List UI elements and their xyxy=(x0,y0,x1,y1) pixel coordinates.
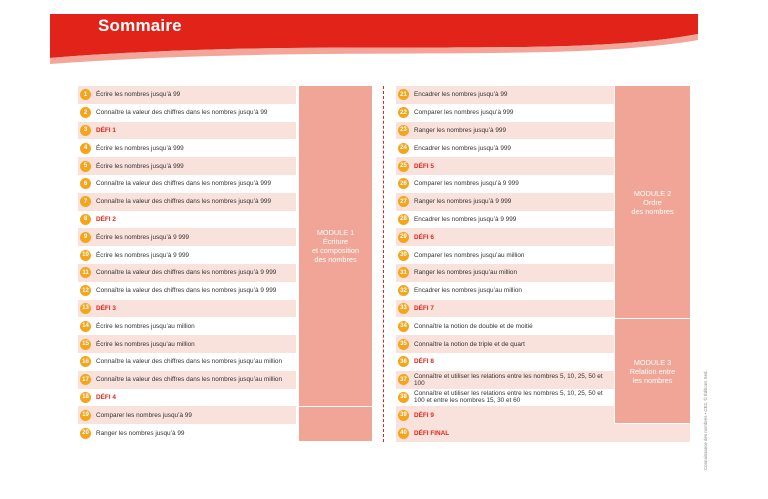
lesson-label: Encadrer les nombres jusqu’au million xyxy=(414,287,522,295)
lesson-number-badge: 20 xyxy=(80,428,91,439)
lesson-label: Ranger les nombres jusqu’à 99 xyxy=(96,429,185,437)
defi-row[interactable] xyxy=(396,424,690,442)
lesson-row[interactable] xyxy=(396,211,614,229)
lesson-number-badge: 28 xyxy=(398,214,409,225)
lesson-label: DÉFI 4 xyxy=(96,393,116,401)
lesson-label: Connaître et utiliser les relations entre les nombres 5, 10, 25, 50 et 100 et entre les nombres 15, 30 et 60 xyxy=(414,390,603,405)
lesson-number-badge: 24 xyxy=(398,143,409,154)
lesson-label: Ranger les nombres jusqu’à 999 xyxy=(414,126,507,134)
lesson-label: Écrire les nombres jusqu’au million xyxy=(96,322,195,330)
lesson-row[interactable] xyxy=(396,264,614,282)
lesson-label: Connaître et utiliser les relations entre les nombres 5, 10, 25, 50 et 100 xyxy=(414,372,603,387)
module-2-panel xyxy=(615,86,690,318)
left-rows xyxy=(78,86,296,442)
lesson-number-badge: 37 xyxy=(398,374,409,385)
lesson-number-badge: 34 xyxy=(398,321,409,332)
lesson-row[interactable] xyxy=(396,139,614,157)
lesson-number-badge: 16 xyxy=(80,356,91,367)
lesson-label: Connaître la valeur des chiffres dans les nombres jusqu’à 9 999 xyxy=(96,287,277,295)
lesson-number-badge: 32 xyxy=(398,285,409,296)
lesson-label: Ranger les nombres jusqu’à 9 999 xyxy=(414,198,512,206)
lesson-label: DÉFI 8 xyxy=(414,358,434,366)
lesson-number-badge: 22 xyxy=(398,107,409,118)
defi-row[interactable] xyxy=(78,211,296,229)
defi-row[interactable] xyxy=(396,228,614,246)
lesson-label: DÉFI 9 xyxy=(414,411,434,419)
lesson-row[interactable] xyxy=(78,335,296,353)
module-1-line2: Écriture xyxy=(322,237,349,246)
lesson-label: DÉFI 3 xyxy=(96,304,116,312)
defi-row[interactable] xyxy=(396,406,614,424)
lesson-row[interactable] xyxy=(78,157,296,175)
lesson-number-badge: 12 xyxy=(80,285,91,296)
lesson-number-badge: 27 xyxy=(398,196,409,207)
lesson-label: Connaître la notion de triple et de quart xyxy=(414,340,525,348)
lesson-number-badge: 14 xyxy=(80,321,91,332)
lesson-row[interactable] xyxy=(396,371,614,389)
lesson-row[interactable] xyxy=(396,282,614,300)
lesson-row[interactable] xyxy=(396,104,614,122)
lesson-row[interactable] xyxy=(78,175,296,193)
module-1-title: MODULE 1 xyxy=(316,228,355,237)
defi-row[interactable] xyxy=(396,157,614,175)
lesson-number-badge: 6 xyxy=(80,178,91,189)
lesson-row[interactable] xyxy=(396,193,614,211)
lesson-row[interactable] xyxy=(396,122,614,140)
lesson-label: Comparer les nombres jusqu’à 99 xyxy=(96,411,192,419)
lesson-row[interactable] xyxy=(78,193,296,211)
lesson-row[interactable] xyxy=(78,353,296,371)
module-3-line3: les nombres xyxy=(632,375,673,385)
lesson-label: Écrire les nombres jusqu’à 99 xyxy=(96,91,181,99)
lesson-number-badge: 29 xyxy=(398,232,409,243)
lesson-number-badge: 30 xyxy=(398,250,409,261)
column-divider xyxy=(383,86,384,442)
module-2-title: MODULE 2 xyxy=(633,188,672,198)
lesson-number-badge: 35 xyxy=(398,339,409,350)
lesson-row[interactable] xyxy=(396,246,614,264)
lesson-number-badge: 36 xyxy=(398,356,409,367)
lesson-number-badge: 8 xyxy=(80,214,91,225)
side-copyright: Connaissance des nombres • CE2, © Éditions Sed. xyxy=(703,370,708,470)
lesson-number-badge: 38 xyxy=(398,392,409,403)
lesson-label: Comparer les nombres jusqu’à 9 999 xyxy=(414,180,519,188)
lesson-number-badge: 19 xyxy=(80,410,91,421)
module-3-title: MODULE 3 xyxy=(633,357,672,367)
lesson-label: DÉFI 1 xyxy=(96,126,116,134)
lesson-label: Écrire les nombres jusqu’à 999 xyxy=(96,144,184,152)
lesson-label: Connaître la valeur des chiffres dans les nombres jusqu’à 999 xyxy=(96,180,272,188)
lesson-number-badge: 26 xyxy=(398,178,409,189)
lesson-row[interactable] xyxy=(396,175,614,193)
lesson-number-badge: 15 xyxy=(80,339,91,350)
lesson-number-badge: 13 xyxy=(80,303,91,314)
module-3-line2: Relation entre xyxy=(629,366,676,376)
lesson-number-badge: 1 xyxy=(80,89,91,100)
lesson-row[interactable] xyxy=(78,228,296,246)
lesson-row[interactable] xyxy=(78,246,296,264)
lesson-label: Encadrer les nombres jusqu’à 99 xyxy=(414,91,508,99)
lesson-label: Écrire les nombres jusqu’à 9 999 xyxy=(96,233,190,241)
lesson-number-badge: 2 xyxy=(80,107,91,118)
lesson-label: Comparer les nombres jusqu’au million xyxy=(414,251,525,259)
lesson-row[interactable] xyxy=(78,86,296,104)
lesson-number-badge: 25 xyxy=(398,161,409,172)
lesson-label: Connaître la valeur des chiffres dans les nombres jusqu’au million xyxy=(96,358,283,366)
lesson-row[interactable] xyxy=(78,139,296,157)
module-1-panel xyxy=(299,86,372,406)
lesson-number-badge: 33 xyxy=(398,303,409,314)
lesson-label: Écrire les nombres jusqu’à 999 xyxy=(96,162,184,170)
page-title: Sommaire xyxy=(98,16,182,35)
defi-row[interactable] xyxy=(78,122,296,140)
module-2-line3: des nombres xyxy=(631,206,674,216)
lesson-number-badge: 7 xyxy=(80,196,91,207)
module-1-line3: et composition xyxy=(311,246,360,255)
lesson-row[interactable] xyxy=(78,282,296,300)
lesson-number-badge: 17 xyxy=(80,374,91,385)
module-1-line4: des nombres xyxy=(314,255,357,264)
lesson-label: DÉFI 6 xyxy=(414,233,434,241)
lesson-row[interactable] xyxy=(78,264,296,282)
lesson-number-badge: 40 xyxy=(398,428,409,439)
module-3-panel xyxy=(615,319,690,423)
lesson-label: DÉFI 7 xyxy=(414,304,434,312)
lesson-number-badge: 4 xyxy=(80,143,91,154)
lesson-number-badge: 39 xyxy=(398,410,409,421)
lesson-label: Ranger les nombres jusqu’au million xyxy=(414,269,518,277)
defi-row[interactable] xyxy=(396,300,614,318)
lesson-row[interactable] xyxy=(396,389,614,407)
lesson-label: DÉFI FINAL xyxy=(414,429,450,437)
lesson-label: DÉFI 2 xyxy=(96,215,116,223)
lesson-number-badge: 10 xyxy=(80,250,91,261)
lesson-row[interactable] xyxy=(78,371,296,389)
defi-row[interactable] xyxy=(396,353,614,371)
lesson-number-badge: 5 xyxy=(80,161,91,172)
right-rows xyxy=(396,86,614,442)
lesson-row[interactable] xyxy=(78,424,296,442)
lesson-row[interactable] xyxy=(396,86,614,104)
lesson-label: Connaître la notion de double et de moitié xyxy=(414,322,533,330)
module-1-panel-lower xyxy=(299,407,372,441)
lesson-row[interactable] xyxy=(396,335,614,353)
lesson-row[interactable] xyxy=(78,317,296,335)
lesson-row[interactable] xyxy=(78,104,296,122)
lesson-number-badge: 3 xyxy=(80,125,91,136)
lesson-label: Encadrer les nombres jusqu’à 9 999 xyxy=(414,215,517,223)
lesson-number-badge: 9 xyxy=(80,232,91,243)
lesson-label: DÉFI 5 xyxy=(414,162,434,170)
lesson-label: Écrire les nombres jusqu’à 9 999 xyxy=(96,251,190,259)
lesson-number-badge: 21 xyxy=(398,89,409,100)
lesson-label: Connaître la valeur des chiffres dans les nombres jusqu’à 9 999 xyxy=(96,269,277,277)
lesson-label: Connaître la valeur des chiffres dans les nombres jusqu’à 99 xyxy=(96,109,268,117)
lesson-label: Connaître la valeur des chiffres dans les nombres jusqu’au million xyxy=(96,376,283,384)
lesson-number-badge: 31 xyxy=(398,267,409,278)
lesson-label: Écrire les nombres jusqu’au million xyxy=(96,340,195,348)
lesson-number-badge: 18 xyxy=(80,392,91,403)
lesson-label: Connaître la valeur des chiffres dans les nombres jusqu’à 999 xyxy=(96,198,272,206)
lesson-row[interactable] xyxy=(78,406,296,424)
lesson-number-badge: 11 xyxy=(80,267,91,278)
defi-row[interactable] xyxy=(78,389,296,407)
lesson-label: Encadrer les nombres jusqu’à 999 xyxy=(414,144,511,152)
defi-row[interactable] xyxy=(78,300,296,318)
lesson-number-badge: 23 xyxy=(398,125,409,136)
lesson-row[interactable] xyxy=(396,317,614,335)
lesson-label: Comparer les nombres jusqu’à 999 xyxy=(414,109,514,117)
module-2-line2: Ordre xyxy=(643,197,662,207)
